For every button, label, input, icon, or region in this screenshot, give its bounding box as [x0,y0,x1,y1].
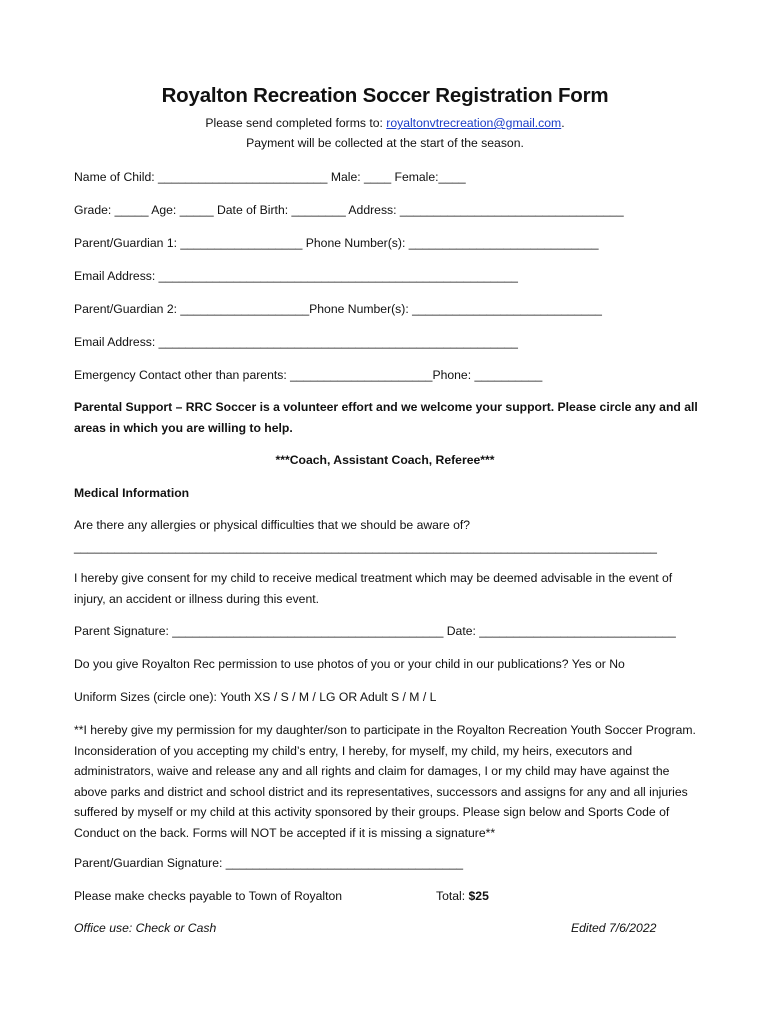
payment-note: Payment will be collected at the start of the season. [246,136,524,150]
checks-payable-text: Please make checks payable to Town of Royalton [74,889,343,903]
total-amount: $25 [468,889,489,903]
edited-date: Edited 7/6/2022 [571,921,657,935]
uniform-sizes-line[interactable]: Uniform Sizes (circle one): Youth XS / S / M / LG OR Adult S / M / L [74,690,437,704]
photo-permission-question[interactable]: Do you give Royalton Rec permission to use photos of you or your child in our publications? Yes or No [74,657,625,671]
medical-heading: Medical Information [74,486,190,500]
total-line [436,889,489,903]
guardian-signature-line[interactable]: Parent/Guardian Signature: ___________________________________ [74,856,463,870]
grade-age-address-line[interactable]: Grade: _____ Age: _____ Date of Birth: ________ Address: _________________________________ [74,203,624,217]
office-use-note: Office use: Check or Cash [74,921,217,935]
parent2-line[interactable]: Parent/Guardian 2: ___________________Phone Number(s): ____________________________ [74,302,602,316]
waiver-text: **I hereby give my permission for my daughter/son to participate in the Royalton Recreation Youth Soccer Program. Inconsideration of you accepting my child’s entry, I hereby, for myself, my child, my heirs, executors and administrators, waive and release any and all rights and claim for damages, I or my child may have against the above parks and district and school district and its representatives, successors and assigns for any and all injuries suffered by myself or my child at this activity sponsored by their groups. Please sign below and Sports Code of Conduct on the back. Forms will NOT be accepted if it is missing a signature** [74,723,696,840]
send-instructions-text: Please send completed forms to: [205,116,387,130]
parental-support-text: Parental Support – RRC Soccer is a volunteer effort and we welcome your support. Please circle any and all areas in which you are willing to help. [74,400,698,435]
child-info-line[interactable]: Name of Child: _________________________ Male: ____ Female:____ [74,170,466,184]
parent1-email-line[interactable]: Email Address: _____________________________________________________ [74,269,518,283]
parent1-line[interactable]: Parent/Guardian 1: __________________ Phone Number(s): ____________________________ [74,236,599,250]
total-label: Total: [436,889,469,903]
contact-email-link[interactable]: royaltonvtrecreation@gmail.com [386,116,562,130]
emergency-contact-line[interactable]: Emergency Contact other than parents: _____________________Phone: __________ [74,368,543,382]
medical-consent-text: I hereby give consent for my child to receive medical treatment which may be deemed advisable in the event of injury, an accident or illness during this event. [74,571,673,606]
send-instructions-suffix: . [561,116,565,130]
parent2-email-line[interactable]: Email Address: _____________________________________________________ [74,335,518,349]
parent-signature-line[interactable]: Parent Signature: ________________________________________ Date: _____________________________ [74,624,676,638]
allergies-answer-line[interactable]: ______________________________________________________________________________________ [74,540,657,554]
allergies-question: Are there any allergies or physical difficulties that we should be aware of? [74,518,471,532]
volunteer-roles[interactable]: ***Coach, Assistant Coach, Referee*** [275,453,495,467]
form-title: Royalton Recreation Soccer Registration Form [161,84,609,107]
send-instructions [0,116,770,130]
